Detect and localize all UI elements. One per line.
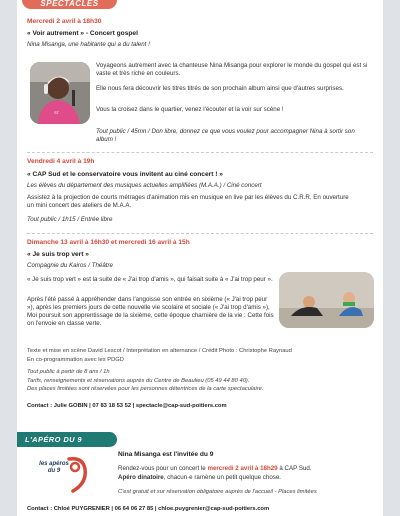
event3-subtitle: Compagnie du Kairos / Théâtre — [27, 262, 113, 269]
section-banner: SPECTACLES — [22, 0, 117, 9]
apero-line-1-start: Rendez-vous pour un concert le — [118, 465, 208, 472]
event3-coprod: En co-programmation avec les PDGD — [27, 357, 124, 363]
event3-credits: Texte et mise en scène David Lescot / Interprétation en alternance / Crédit Photo : Christophe Raynaud — [27, 348, 292, 354]
apero-title: Nina Misanga est l'invitée du 9 — [118, 451, 214, 458]
apero-line-2-bold: Apéro dinatoire — [118, 474, 164, 481]
theatre-illustration — [279, 272, 374, 328]
apero-line-1 — [118, 465, 312, 473]
event3-paragraph-1: « Je suis trop vert » est la suite de « J'ai trop d'amis », qui faisait suite à « J'ai trop peur ». — [27, 276, 273, 283]
svg-text:ST: ST — [54, 110, 60, 115]
apero-banner: L'APÉRO DU 9 — [17, 432, 117, 447]
apero-logo-text: les apéros du 9 — [39, 461, 69, 474]
apero-line-2 — [118, 474, 281, 482]
event1-paragraph-2: Elle nous fera découvrir les titres titrés de son prochain album ainsi que d'autres surprises. — [96, 85, 344, 92]
apero-line-2-rest: , chacun·e ramène un petit quelque chose. — [163, 474, 282, 481]
event3-info: Tout public à partir de 8 ans / 1h — [27, 369, 110, 375]
event1-paragraph-1: Voyageons autrement avec la chanteuse Nina Misanga pour explorer le monde du gospel qui est si vaste et très riche en couleurs. — [96, 62, 368, 77]
page — [17, 0, 383, 516]
apero-contact: Contact : Chloé PUYGRENIER | 06 64 06 27 85 | chloe.puygrenier@cap-sud-poitiers.com — [27, 506, 270, 512]
event1-date: Mercredi 2 avril à 18h30 — [27, 18, 102, 25]
event2-subtitle: Les élèves du département des musiques actuelles amplifiées (M.A.A.) / Ciné concert — [27, 182, 262, 189]
event3-date: Dimanche 13 avril à 16h30 et mercredi 16 avril à 15h — [27, 239, 190, 246]
event3-tarifs: Tarifs, renseignements et réservations auprès du Centre de Beaulieu (05 49 44 80 40). — [27, 378, 250, 384]
event2-info: Tout public / 1h15 / Entrée libre — [27, 216, 113, 223]
event3-title: « Je suis trop vert » — [27, 251, 89, 258]
apero-line-1-end: à CAP Sud. — [277, 465, 312, 472]
event1-paragraph-3: Vous la croisez dans le quartier, venez l'écouter et la voir sur scène ! — [96, 106, 284, 113]
event3-places: Des places limitées sont réservées pour les personnes détentrices de la carte spectaculaire. — [27, 386, 264, 392]
divider — [27, 233, 373, 234]
divider — [27, 152, 373, 153]
singer-photo — [30, 62, 90, 124]
event2-paragraph: Assistez à la projection de courts métrages d'animation mis en musique en live par les élèves du C.R.R. En ouverture un mini concert des ateliers de M.A.A. — [27, 194, 349, 209]
apero-logo-graphic — [31, 453, 93, 497]
event1-title: « Voir autrement » - Concert gospel — [27, 30, 138, 37]
event2-date: Vendredi 4 avril à 19h — [27, 158, 95, 165]
event3-paragraph-2: Après l'été passé à appréhender dans l'angoisse son entrée en sixième (« J'ai trop peur »), après les premiers jours de cette nouvelle vie scolaire et sociale (« J'ai trop d'amis »), Moi poursuit son apprentissage de la sixième, cette époque charnière de la vie : Cette fois on l'envoie en classe verte. — [27, 296, 274, 327]
theatre-photo — [279, 272, 374, 328]
apero-line-1-date: mercredi 2 avril à 18h29 — [207, 465, 278, 472]
event1-info: Tout public / 45mn / Don libre, donnez ce que vous voulez pour accompagner Nina à sortir son album ! — [96, 128, 355, 143]
event2-title: « CAP Sud et le conservatoire vous invitent au ciné concert ! » — [27, 171, 223, 178]
singer-illustration — [30, 62, 90, 124]
apero-logo — [31, 453, 93, 497]
apero-line-3: C'est gratuit et sur réservation obligatoire auprès de l'accueil - Places limitées — [118, 489, 317, 495]
event1-subtitle: Nina Misanga, une habitante qui a du talent ! — [27, 41, 150, 48]
event3-contact: Contact : Julie GOBIN | 07 83 18 53 52 | spectacle@cap-sud-poitiers.com — [27, 403, 227, 409]
